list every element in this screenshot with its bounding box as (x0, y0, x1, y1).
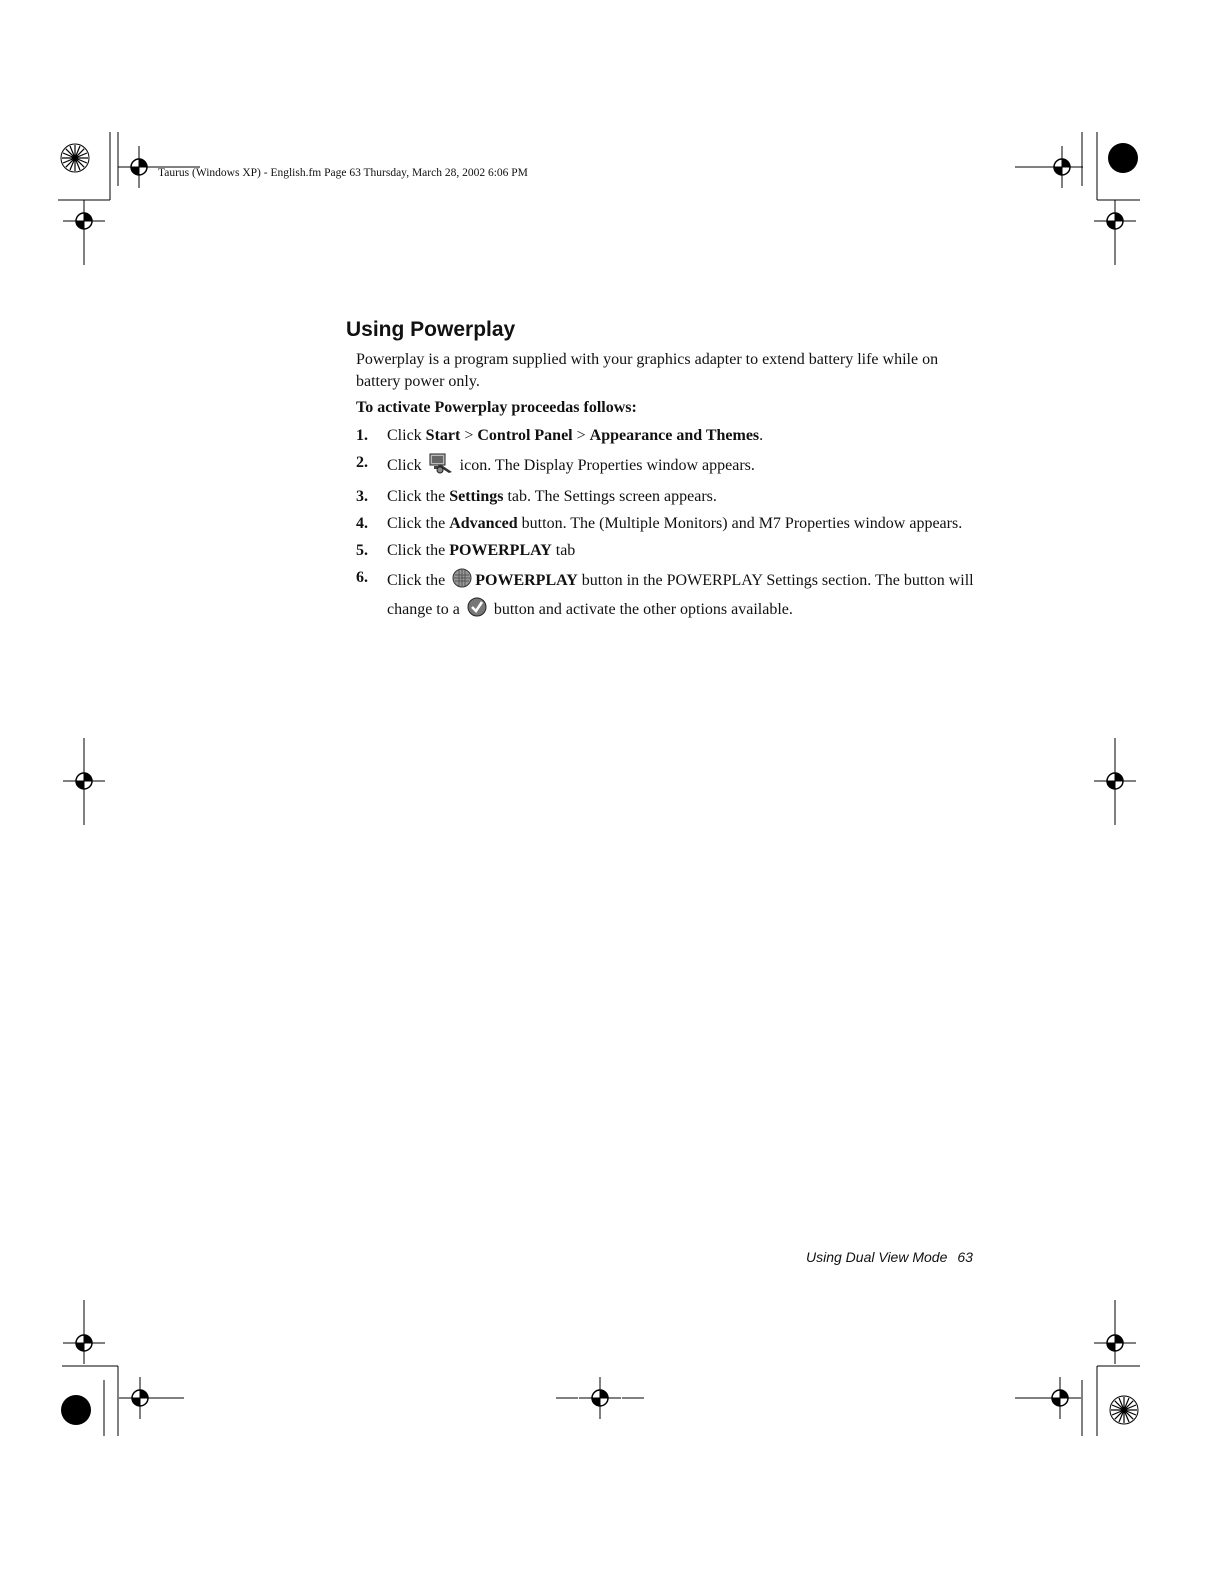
procedure-lead: To activate Powerplay proceedas follows: (356, 399, 637, 416)
running-title: Using Dual View Mode (806, 1249, 948, 1265)
step-6: 6. Click the POWERPLAY button in the POWERPLAY Settings section. The button will change to a button and activate the other options available. (356, 567, 986, 625)
ui-settings-tab-label: Settings (449, 488, 504, 505)
powerplay-on-icon (466, 596, 488, 625)
registration-mark-bottom-center (579, 1377, 621, 1419)
ui-powerplay-button-label: POWERPLAY (475, 572, 578, 589)
step-1: 1. Click Start > Control Panel > Appearance and Themes. (356, 425, 986, 447)
step-number: 4. (356, 515, 368, 532)
step-number: 1. (356, 427, 368, 444)
procedure-steps (356, 425, 986, 630)
registration-mark-bottom-left-inner (119, 1377, 161, 1419)
step-2: 2. Click icon. The Display Properties window appears. (356, 452, 986, 481)
step-5: 5. Click the POWERPLAY tab (356, 540, 986, 562)
step-number: 6. (356, 569, 368, 586)
solid-swatch-bottom-left (61, 1395, 91, 1425)
registration-mark-middle-left (63, 760, 105, 802)
color-swatch-top-left (61, 144, 89, 172)
registration-mark-middle-right (1094, 760, 1136, 802)
ui-path-control-panel: Control Panel (477, 427, 573, 444)
page-number: 63 (957, 1249, 973, 1265)
registration-mark-top-left (63, 200, 105, 242)
print-slug-header: Taurus (Windows XP) - English.fm Page 63 Thursday, March 28, 2002 6:06 PM (158, 167, 528, 179)
step-number: 2. (356, 454, 368, 471)
ui-powerplay-tab-label: POWERPLAY (449, 542, 552, 559)
ui-path-appearance-themes: Appearance and Themes (589, 427, 760, 444)
page-footer (806, 1249, 973, 1265)
registration-mark-top-right-header (1041, 146, 1083, 188)
registration-mark-top-right (1094, 200, 1136, 242)
registration-mark-bottom-left (63, 1322, 105, 1364)
ui-path-start: Start (425, 427, 461, 444)
step-3: 3. Click the Settings tab. The Settings screen appears. (356, 486, 986, 508)
registration-mark-bottom-right (1094, 1322, 1136, 1364)
solid-swatch-top-right (1108, 143, 1138, 173)
registration-mark-bottom-right-inner (1039, 1377, 1081, 1419)
step-number: 5. (356, 542, 368, 559)
ui-advanced-button-label: Advanced (449, 515, 518, 532)
color-swatch-bottom-right (1110, 1396, 1138, 1424)
intro-paragraph: Powerplay is a program supplied with your graphics adapter to extend battery life while on battery power only. (356, 351, 939, 390)
step-number: 3. (356, 488, 368, 505)
powerplay-off-icon (451, 567, 473, 596)
step-4: 4. Click the Advanced button. The (Multiple Monitors) and M7 Properties window appears. (356, 513, 986, 535)
display-properties-icon (428, 452, 454, 481)
section-title: Using Powerplay (346, 318, 516, 341)
registration-mark-header (118, 146, 160, 188)
